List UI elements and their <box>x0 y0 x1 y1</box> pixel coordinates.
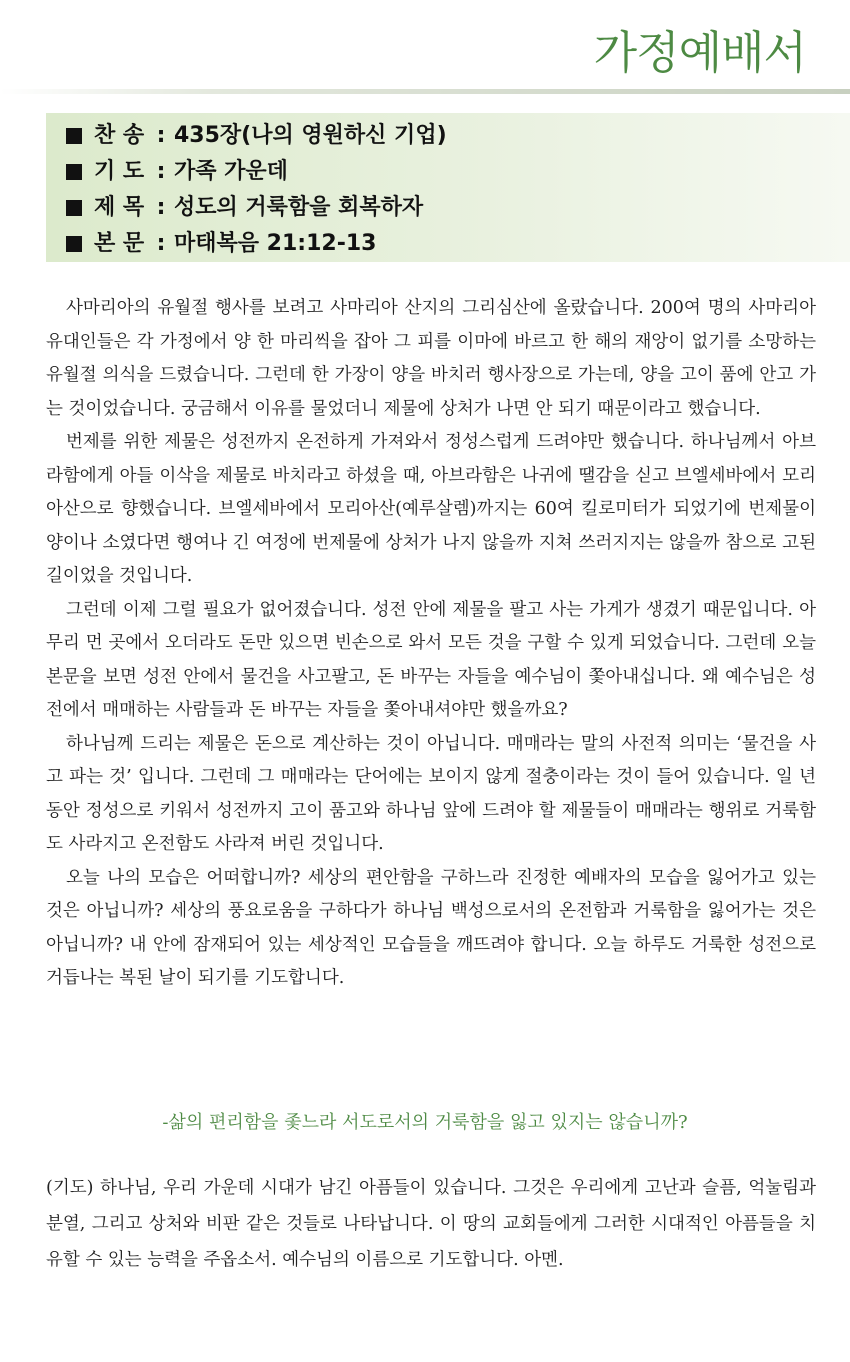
square-bullet-icon <box>66 236 82 252</box>
page-header <box>0 0 850 100</box>
square-bullet-icon <box>66 200 82 216</box>
info-colon: : <box>156 195 166 220</box>
info-label: 기 도 <box>94 159 145 184</box>
service-info-list <box>66 118 447 262</box>
info-label: 본 문 <box>94 231 145 256</box>
info-row-prayer <box>66 154 447 190</box>
body-paragraph: 번제를 위한 제물은 성전까지 온전하게 가져와서 정성스럽게 드려야만 했습니다. 하나님께서 아브라함에게 아들 이삭을 제물로 바치라고 하셨을 때, 아브라함은 나귀에 땔감을 싣고 브엘세바에서 모리아산으로 향했습니다. 브엘세바에서 모리아산(예루살렘)까지는 60여 킬로미터가 되었기에 번제물이 양이나 소였다면 행여나 긴 여정에 번제물에 상처가 나지 않을까 지쳐 쓰러지지는 않을까 참으로 고된 길이었을 것입니다. <box>46 432 816 586</box>
info-colon: : <box>156 231 166 256</box>
info-row-scripture <box>66 226 447 262</box>
info-label: 제 목 <box>94 195 145 220</box>
prayer-text: (기도) 하나님, 우리 가운데 시대가 남긴 아픔들이 있습니다. 그것은 우리에게 고난과 슬픔, 억눌림과 분열, 그리고 상처와 비판 같은 것들로 나타납니다. 이 땅의 교회들에게 그러한 시대적인 아픔들을 치유할 수 있는 능력을 주옵소서. 예수님의 이름으로 기도합니다. 아멘. <box>46 1178 816 1270</box>
info-colon: : <box>156 159 166 184</box>
body-paragraph: 그런데 이제 그럴 필요가 없어졌습니다. 성전 안에 제물을 팔고 사는 가게가 생겼기 때문입니다. 아무리 먼 곳에서 오더라도 돈만 있으면 빈손으로 와서 모든 것을 구할 수 있게 되었습니다. 그런데 오늘 본문을 보면 성전 안에서 물건을 사고팔고, 돈 바꾸는 자들을 예수님이 쫓아내십니다. 왜 예수님은 성전에서 매매하는 사람들과 돈 바꾸는 자들을 쫓아내셔야만 했을까요? <box>46 599 816 720</box>
info-label: 찬 송 <box>94 123 145 148</box>
title-divider <box>0 89 850 94</box>
info-value: 435장(나의 영원하신 기업) <box>174 123 447 148</box>
closing-quote: -삶의 편리함을 좇느라 서도로서의 거룩함을 잃고 있지는 않습니까? <box>162 1112 688 1133</box>
square-bullet-icon <box>66 164 82 180</box>
page-title: 가정예배서 <box>593 26 806 79</box>
body-paragraph: 사마리아의 유월절 행사를 보려고 사마리아 산지의 그리심산에 올랐습니다. 200여 명의 사마리아 유대인들은 각 가정에서 양 한 마리씩을 잡아 그 피를 이마에 바르고 한 해의 재앙이 없기를 소망하는 유월절 의식을 드렸습니다. 그런데 한 가장이 양을 바치러 행사장으로 가는데, 양을 고이 품에 안고 가는 것이었습니다. 궁금해서 이유를 물었더니 제물에 상처가 나면 안 되기 때문이라고 했습니다. <box>46 298 816 419</box>
sermon-body <box>46 292 816 996</box>
info-row-title <box>66 190 447 226</box>
closing-prayer <box>46 1170 816 1278</box>
info-value: 성도의 거룩함을 회복하자 <box>174 195 424 220</box>
info-row-hymn <box>66 118 447 154</box>
info-value: 마태복음 21:12-13 <box>174 231 377 256</box>
body-paragraph: 오늘 나의 모습은 어떠합니까? 세상의 편안함을 구하느라 진정한 예배자의 모습을 잃어가고 있는 것은 아닙니까? 세상의 풍요로움을 구하다가 하나님 백성으로서의 온전함과 거룩함을 잃어가는 것은 아닙니까? 내 안에 잠재되어 있는 세상적인 모습들을 깨뜨려야 합니다. 오늘 하루도 거룩한 성전으로 거듭나는 복된 날이 되기를 기도합니다. <box>46 867 816 988</box>
body-paragraph: 하나님께 드리는 제물은 돈으로 계산하는 것이 아닙니다. 매매라는 말의 사전적 의미는 ‘물건을 사고 파는 것’ 입니다. 그런데 그 매매라는 단어에는 보이지 않게 절충이라는 것이 들어 있습니다. 일 년 동안 정성으로 키워서 성전까지 고이 품고와 하나님 앞에 드려야 할 제물들이 매매라는 행위로 거룩함도 사라지고 온전함도 사라져 버린 것입니다. <box>46 733 816 854</box>
info-colon: : <box>156 123 166 148</box>
square-bullet-icon <box>66 128 82 144</box>
info-value: 가족 가운데 <box>174 159 288 184</box>
